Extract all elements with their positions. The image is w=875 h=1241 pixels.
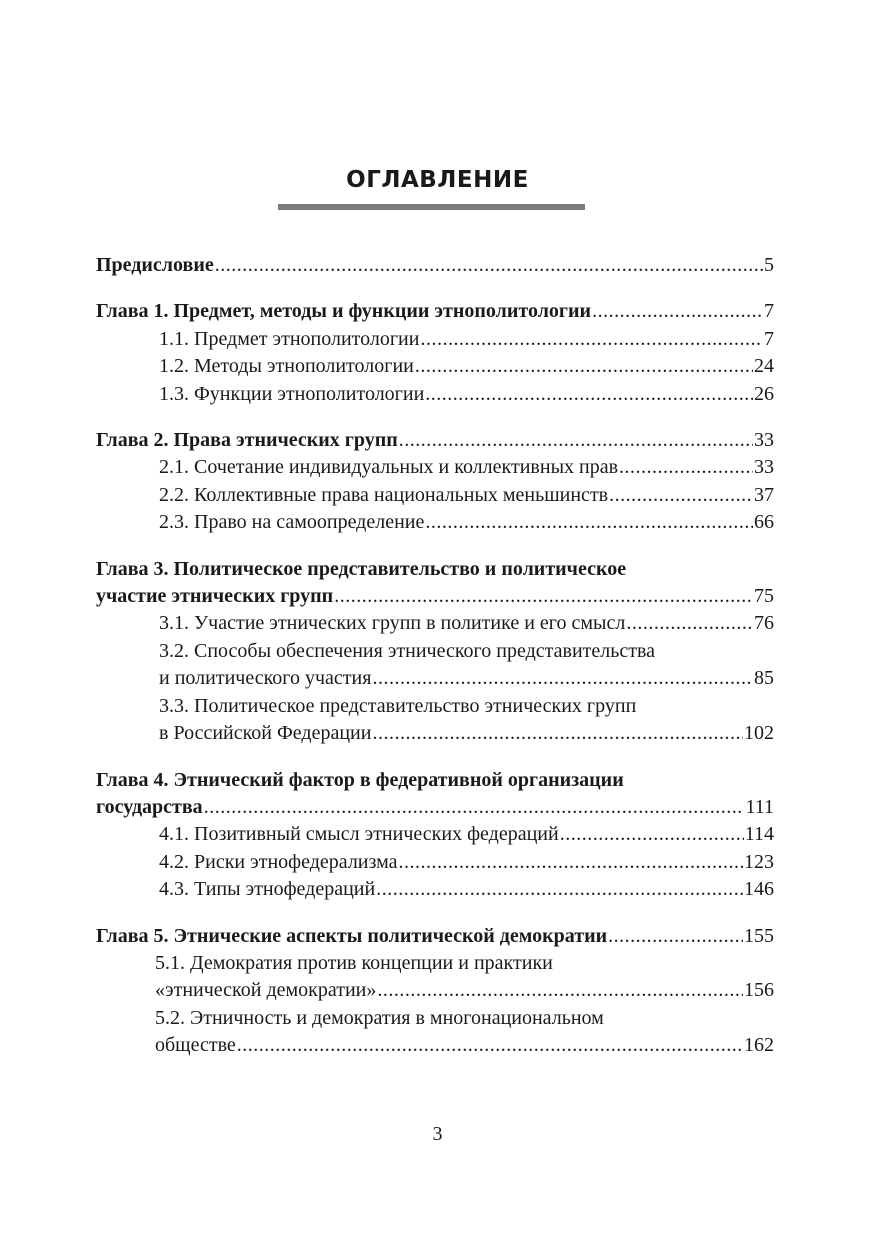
toc-entry-page: 114 <box>744 823 774 846</box>
dot-leader <box>372 665 753 692</box>
toc-section-5-2-line-1[interactable] <box>96 1005 774 1032</box>
toc-entry-title: 5.1. Демократия против концепции и практики <box>155 951 553 974</box>
toc-chapter-2[interactable] <box>96 427 774 454</box>
toc-entry-title: Глава 4. Этнический фактор в федеративной организации <box>96 768 624 791</box>
toc-section-1-3[interactable] <box>96 381 774 408</box>
toc-entry-title: 2.2. Коллективные права национальных меньшинств <box>159 483 609 506</box>
toc-section-5-1-line-2[interactable] <box>96 977 774 1004</box>
toc-section-4-3[interactable] <box>96 876 774 903</box>
toc-section-3-2-line-2[interactable] <box>96 665 774 692</box>
dot-leader <box>399 427 753 454</box>
toc-section-3-2-line-1[interactable] <box>96 638 774 665</box>
toc-entry-page: 33 <box>754 429 774 452</box>
toc-entry-page: 162 <box>744 1034 774 1057</box>
toc-chapter-3-line-1[interactable] <box>96 556 774 583</box>
title-underline <box>278 204 585 210</box>
toc-section-2-1[interactable] <box>96 454 774 481</box>
toc-entry-page: 75 <box>754 585 774 608</box>
toc-entry-page: 7 <box>764 300 774 323</box>
toc-chapter-3-line-2[interactable] <box>96 583 774 610</box>
toc-entry-page: 5 <box>764 254 774 276</box>
toc-entry-title: обществе <box>155 1034 236 1057</box>
dot-leader <box>204 794 745 821</box>
toc-entry-page: 33 <box>754 456 774 479</box>
toc-section-3-1[interactable] <box>96 610 774 637</box>
toc-entry-page: 26 <box>754 382 774 405</box>
toc-entry-title: Глава 5. Этнические аспекты политической демократии <box>96 924 608 947</box>
toc-section-5-1-line-1[interactable] <box>96 950 774 977</box>
toc-entry-title: 2.3. Право на самоопределение <box>159 511 425 534</box>
toc-section-4-2[interactable] <box>96 849 774 876</box>
toc-entry-page: 7 <box>764 327 774 350</box>
toc-entry-page: 66 <box>754 511 774 534</box>
page-number: 3 <box>432 1123 443 1145</box>
toc-entry-title: 4.1. Позитивный смысл этнических федераций <box>159 823 559 846</box>
toc-chapter-4-line-1[interactable] <box>96 767 774 794</box>
toc-entry-title: Глава 1. Предмет, методы и функции этнополитологии <box>96 300 592 323</box>
dot-leader <box>376 876 743 903</box>
toc-section-2-2[interactable] <box>96 482 774 509</box>
toc-entry-page: 76 <box>754 612 774 635</box>
toc-section-1-1[interactable] <box>96 326 774 353</box>
toc-entry-preface[interactable] <box>96 252 774 279</box>
toc-entry-page: 123 <box>744 850 774 873</box>
toc-entry-title: «этнической демократии» <box>155 979 377 1002</box>
toc-entry-title: Глава 2. Права этнических групп <box>96 429 398 452</box>
toc-entry-page: 37 <box>754 483 774 506</box>
toc-entry-title: в Российской Федерации <box>159 722 372 745</box>
toc-entry-page: 111 <box>745 795 774 818</box>
dot-leader <box>334 583 753 610</box>
dot-leader <box>560 821 744 848</box>
toc-section-5-2-line-2[interactable] <box>96 1032 774 1059</box>
toc-entry-title: 3.2. Способы обеспечения этнического представительства <box>159 639 656 662</box>
toc-section-3-3-line-2[interactable] <box>96 720 774 747</box>
dot-leader <box>420 326 763 353</box>
dot-leader <box>626 610 753 637</box>
dot-leader <box>425 509 753 536</box>
toc-entry-page: 156 <box>744 979 774 1002</box>
toc-entry-title: 3.3. Политическое представительство этнических групп <box>159 694 637 717</box>
dot-leader <box>399 849 743 876</box>
dot-leader <box>609 482 753 509</box>
toc-entry-title: Глава 3. Политическое представительство и политическое <box>96 557 627 580</box>
toc-entry-title: 3.1. Участие этнических групп в политике и его смысл <box>159 612 626 635</box>
toc-entry-title: и политического участия <box>159 667 372 690</box>
toc-entry-title: 1.1. Предмет этнополитологии <box>159 327 420 350</box>
toc-entry-page: 146 <box>744 878 774 901</box>
dot-leader <box>377 977 743 1004</box>
dot-leader <box>415 353 753 380</box>
toc-entry-title: 4.3. Типы этнофедераций <box>159 878 376 901</box>
toc-chapter-1[interactable] <box>96 298 774 325</box>
toc-entry-title: участие этнических групп <box>96 585 334 608</box>
dot-leader <box>215 252 763 279</box>
toc-chapter-4-line-2[interactable] <box>96 794 774 821</box>
page-title: ОГЛАВЛЕНИЕ <box>346 167 529 193</box>
table-of-contents <box>96 252 774 1060</box>
toc-entry-title: 1.3. Функции этнополитологии <box>159 382 425 405</box>
toc-section-4-1[interactable] <box>96 821 774 848</box>
toc-entry-title: 4.2. Риски этнофедерализма <box>159 850 398 873</box>
dot-leader <box>592 298 763 325</box>
toc-section-1-2[interactable] <box>96 353 774 380</box>
toc-entry-title: 1.2. Методы этнополитологии <box>159 355 414 378</box>
toc-entry-title: государства <box>96 795 203 818</box>
toc-entry-page: 102 <box>744 722 774 745</box>
toc-section-3-3-line-1[interactable] <box>96 693 774 720</box>
toc-section-2-3[interactable] <box>96 509 774 536</box>
dot-leader <box>237 1032 743 1059</box>
toc-entry-page: 85 <box>754 667 774 690</box>
dot-leader <box>608 923 743 950</box>
toc-entry-page: 24 <box>754 355 774 378</box>
toc-entry-title: 2.1. Сочетание индивидуальных и коллективных прав <box>159 456 619 479</box>
dot-leader <box>372 720 743 747</box>
toc-entry-title: 5.2. Этничность и демократия в многонациональном <box>155 1006 604 1029</box>
toc-entry-title: Предисловие <box>96 254 214 276</box>
toc-chapter-5[interactable] <box>96 923 774 950</box>
dot-leader <box>619 454 753 481</box>
dot-leader <box>425 381 753 408</box>
toc-entry-page: 155 <box>744 924 774 947</box>
